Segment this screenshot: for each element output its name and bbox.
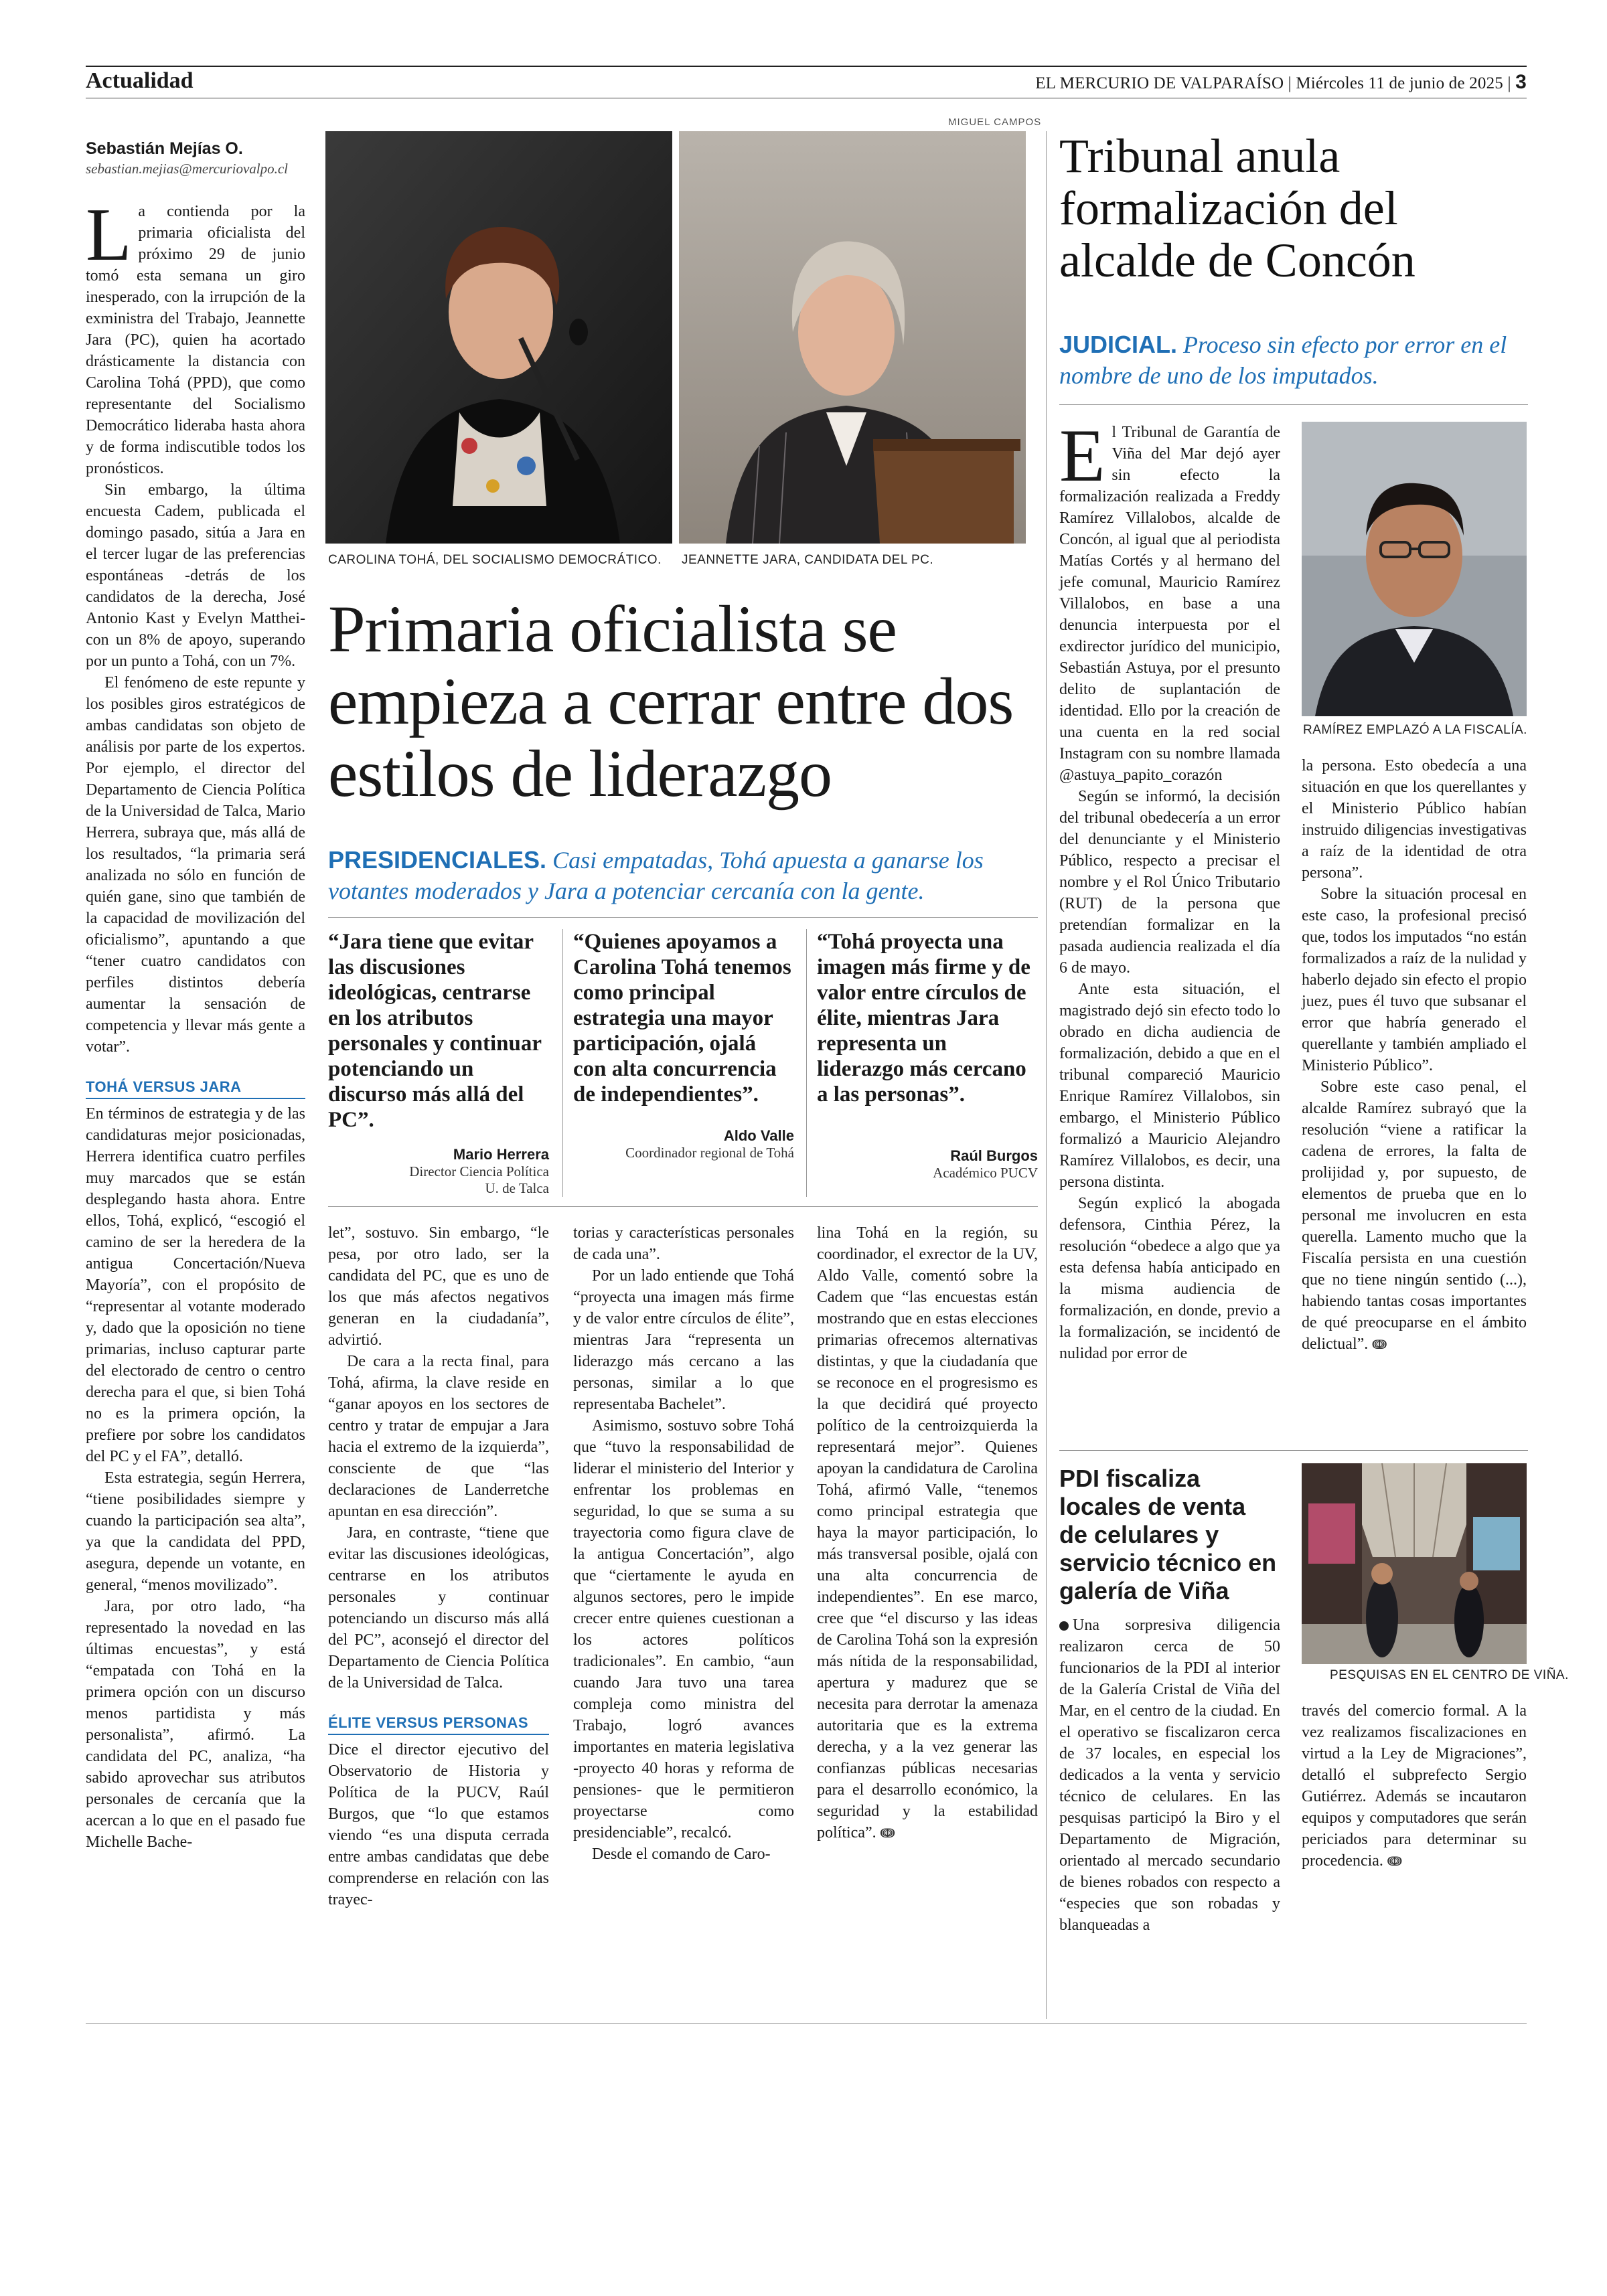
photo-galeria-image [1302, 1463, 1527, 1664]
paragraph: Jara, por otro lado, “ha representado la novedad en las últimas encuestas”, y está “empatada con Tohá en la primera opción con un discurso menos partidista y más personalista”, afirmó. La candidata del PC, analiza, “ha sabido aprovechar sus atributos personales de cercanía que la acercan a lo que en el pasado fue Michelle Bache- [86, 1598, 305, 1851]
photo-caption: RAMÍREZ EMPLAZÓ A LA FISCALÍA. [1303, 723, 1527, 737]
pdi-headline: PDI fiscaliza locales de venta de celulares y servicio técnico en galería de Viña [1059, 1465, 1277, 1605]
photo-caption: CAROLINA TOHÁ, DEL SOCIALISMO DEMOCRÁTICO. [328, 553, 662, 567]
end-mark-icon: ↈ [1372, 1336, 1387, 1352]
photo-jara [679, 131, 1026, 544]
pdi-column-1 [1059, 1615, 1280, 1936]
paragraph: l Tribunal de Garantía de Viña del Mar dejó ayer sin efecto la formalización realizada a Freddy Ramírez Villalobos, alcalde de Concón, al igual que al periodista Matías Cortés y al hermano del jefe comunal, Mauricio Ramírez Villalobos, en base a una denuncia interpuesta por el exdirector jurídico del municipio, Sebastián Astuya, por el presunto delito de suplantación de identidad. Ello por la creación de una cuenta en la red social Instagram con su nombre llamada @astuya_papito_corazón [1059, 424, 1280, 784]
byline-email[interactable]: sebastian.mejias@mercuriovalpo.cl [86, 161, 288, 177]
quote-role: U. de Talca [485, 1180, 549, 1196]
paragraph: Asimismo, sostuvo sobre Tohá que “tuvo la responsabilidad de liderar el ministerio del Interior y enfrentar los problemas en seguridad, lo que se suma a su trayectoria como figura clave de la antigua Concertación”, algo que “ciertamente le ayuda en algunos sectores, pero le impide crecer entre quienes cuestionan a los actores políticos tradicionales”. En cambio, “aun cuando Jara tuvo una tarea compleja como ministra del Trabajo, logró avances importantes en materia legislativa -proyecto 40 horas y reforma de pensiones- que le permitieron proyectarse como presidenciable”, recalcó. [573, 1417, 794, 1841]
quote-role: Académico PUCV [933, 1165, 1038, 1181]
paragraph: a contienda por la primaria oficialista del próximo 29 de junio tomó esta semana un giro inesperado, con la irrupción de la exministra del Trabajo, Jeannette Jara (PC), quien ha acortado drásticamente la distancia con Carolina Tohá (PPD), que como representante del Socialismo Democrático lideraba hasta ahora y de forma indiscutible todos los pronósticos. [86, 203, 305, 477]
photo-jara-image [679, 131, 1026, 544]
kicker-text: Casi empatadas, Tohá apuesta a ganarse los votantes moderados y Jara a potenciar cercanía con la gente. [328, 847, 984, 904]
quote-author: Raúl Burgos [950, 1147, 1038, 1164]
paragraph: Una sorpresiva diligencia realizaron cerca de 50 funcionarios de la PDI al interior de la Galería Cristal de Viña del Mar, en el centro de la ciudad. En el operativo se fiscalizaron cerca de 37 locales, en especial los dedicados a la venta y servicio técnico de celulares. En las pesquisas participó la Biro y el Departamento de Migración, orientado al mercado secundario de bienes robados con respecto a “especies que son robadas y blanqueadas a [1059, 1617, 1280, 1934]
photo-galeria [1302, 1463, 1527, 1664]
paragraph: Sin embargo, la última encuesta Cadem, publicada el domingo pasado, sitúa a Jara en el tercer lugar de las preferencias espontáneas -detrás de los candidatos de la derecha, José Antonio Kast y Evelyn Matthei- con un 8% de apoyo, superando por un punto a Tohá, con un 7%. [86, 481, 305, 670]
paragraph: Esta estrategia, según Herrera, “tiene posibilidades siempre y cuando la participación sea alta”, ya que la candidata del PPD, asegura, depende un votante, en general, “menos movilizado”. [86, 1469, 305, 1594]
page-number: 3 [1515, 71, 1527, 93]
section-title: Actualidad [86, 68, 194, 93]
bullet-icon [1059, 1621, 1069, 1631]
photo-ramirez [1302, 422, 1527, 716]
paragraph: El fenómeno de este repunte y los posibles giros estratégicos de ambas candidatas son objeto de análisis por parte de los expertos. Por ejemplo, el director del Departamento de Ciencia Política de la Universidad de Talca, Mario Herrera, subraya que, más allá de los resultados, “la primaria será analizada no sólo en función de quién gane, sino que también de la capacidad de movilización del oficialismo”, apuntando a que “tener cuatro candidatos con perfiles distintos debería aumentar la sensación de competencia y llevar más gente a votar”. [86, 674, 305, 1056]
main-article-column-4 [817, 1222, 1038, 1843]
paragraph: Ante esta situación, el magistrado dejó sin efecto todo lo obrado en dicha audiencia de formalización, debido a que en el tribunal compareció Mauricio Enrique Ramírez Villalobos, sin embargo, el Ministerio Público formalizó a Mauricio Alejandro Ramírez Villalobos, es decir, una persona distinta. [1059, 981, 1280, 1191]
photo-caption: JEANNETTE JARA, CANDIDATA DEL PC. [682, 553, 934, 567]
main-article-column-3 [573, 1222, 794, 1865]
pdi-column-2 [1302, 1700, 1527, 1872]
main-headline: Primaria oficialista se empieza a cerrar entre dos estilos de liderazgo [328, 592, 1014, 811]
subhead: TOHÁ VERSUS JARA [86, 1076, 305, 1099]
photo-credit: MIGUEL CAMPOS [948, 116, 1042, 128]
footer-rule [86, 2023, 1527, 2024]
photo-toha-image [325, 131, 672, 544]
paragraph: Según explicó la abogada defensora, Cinthia Pérez, la resolución “obedece a algo que ya esta defensa había anticipado en la misma audiencia de formalización, en donde, previo a la formalización, se incidentó de nulidad por error de [1059, 1195, 1280, 1362]
paragraph: Según se informó, la decisión del tribunal obedecería a un error del denunciante y el Ministerio Público, respecto a precisar el nombre y el Rol Único Tributario (RUT) de la persona que pretendían formalizar en la pasada audiencia realizada el día 6 de mayo. [1059, 788, 1280, 977]
divider [1059, 404, 1528, 405]
quote-role: Director Ciencia Política [409, 1163, 549, 1179]
kicker-text: Proceso sin efecto por error en el nombre de uno de los imputados. [1059, 331, 1507, 389]
paragraph: De cara a la recta final, para Tohá, afirma, la clave reside en “ganar apoyos en los sectores de centro y tratar de empujar a Jara hacia el extremo de la izquierda”, consciente de que “las declaraciones de Landerretche apuntan en esa dirección”. [328, 1353, 549, 1520]
kicker-label: PRESIDENCIALES. [328, 846, 547, 874]
divider [562, 929, 563, 1197]
end-mark-icon: ↈ [1387, 1853, 1402, 1869]
quote-role: Coordinador regional de Tohá [625, 1145, 794, 1161]
divider [328, 917, 1038, 918]
tribunal-column-2 [1302, 755, 1527, 1355]
pull-quote-burgos [817, 929, 1038, 1181]
quote-text: “Jara tiene que evitar las discusiones ideológicas, centrarse en los atributos personales y continuar potenciando un discurso más allá del PC”. [328, 930, 542, 1132]
paragraph: Desde el comando de Caro- [592, 1846, 771, 1863]
header-rule-top [86, 66, 1527, 67]
divider [328, 1206, 1038, 1207]
kicker-label: JUDICIAL. [1059, 331, 1178, 358]
column-divider [1046, 131, 1047, 2019]
end-mark-icon: ↈ [880, 1825, 895, 1841]
paragraph: Sobre este caso penal, el alcalde Ramírez subrayó que la resolución “viene a ratificar la cadena de errores, la falta de prolijidad y, por supuesto, de elementos de prueba que en lo personal me involucren en esta querella. Lamento mucho que la Fiscalía persista en una cuestión que no tiene ningún sentido (...), habiendo tantas cosas importantes de qué preocuparse en el ámbito delictual”. [1302, 1078, 1527, 1353]
dropcap: E [1059, 414, 1105, 497]
paragraph: Jara, en contraste, “tiene que evitar las discusiones ideológicas, centrarse en los atributos personales y continuar potenciando un discurso más allá del PC”, aconsejó el director del Departamento de Ciencia Política de la Universidad de Talca. [328, 1524, 549, 1692]
masthead: EL MERCURIO DE VALPARAÍSO | Miércoles 11 de junio de 2025 | 3 [1035, 71, 1527, 93]
subhead: ÉLITE VERSUS PERSONAS [328, 1712, 549, 1735]
tribunal-column-1 [1059, 414, 1280, 1364]
paragraph: let”, sostuvo. Sin embargo, “le pesa, por otro lado, ser la candidata del PC, que es uno de los que más afectos negativos generan en la ciudadanía”, advirtió. [328, 1224, 549, 1349]
paragraph: través del comercio formal. A la vez realizamos fiscalizaciones en virtud a la Ley de Migraciones”, detalló el subprefecto Sergio Gutiérrez. Además se incautaron equipos y computadores que serán periciados para determinar su procedencia. [1302, 1702, 1527, 1870]
paragraph: Dice el director ejecutivo del Observatorio de Historia y Política de la PUCV, Raúl Burgos, que “lo que estamos viendo “es una disputa cerrada entre ambas candidatas que debe comprenderse en relación con las trayec- [328, 1741, 549, 1908]
paragraph: la persona. Esto obedecía a una situación en que los querellantes y el Ministerio Público habían instruido diligencias investigativas a raíz de la identidad de otra persona”. [1302, 757, 1527, 882]
main-kicker [328, 845, 1045, 906]
paragraph: Sobre la situación procesal en este caso, la profesional precisó que, todos los imputados “no están formalizados a raíz de la nulidad y haberlo dejado sin efecto el propio juez, pues él tuvo que subsanar el error que habría generado el querellante y también ampliado el Ministerio Público”. [1302, 886, 1527, 1074]
tribunal-headline: Tribunal anula formalización del alcalde de Concón [1059, 129, 1415, 287]
quote-author: Aldo Valle [723, 1127, 794, 1144]
quote-text: “Tohá proyecta una imagen más firme y de valor entre círculos de élite, mientras Jara representa un liderazgo más cercano a las personas”. [817, 930, 1030, 1106]
quote-author: Mario Herrera [453, 1146, 549, 1163]
quote-text: “Quienes apoyamos a Carolina Tohá tenemos como principal estrategia una mayor participación, ojalá con alta concurrencia de independientes”. [573, 930, 791, 1106]
photo-caption: PESQUISAS EN EL CENTRO DE VIÑA. [1330, 1668, 1569, 1682]
publication-name: EL MERCURIO DE VALPARAÍSO [1035, 74, 1284, 92]
paragraph: torias y características personales de cada una”. [573, 1224, 794, 1263]
divider [806, 929, 807, 1197]
tribunal-kicker [1059, 329, 1528, 391]
main-article-column-1 [86, 193, 305, 1853]
paragraph: En términos de estrategia y de las candidaturas mejor posicionadas, Herrera identifica cuatro perfiles muy marcados que se están desplegando hasta ahora. Entre ellos, Tohá, explicó, “escogió el camino de ser la heredera de la antigua Concertación/Nueva Mayoría”, con el propósito de “representar al votante moderado y, dado que la oposición no tiene primarias, incluso capturar parte del electorado de centro o centro derecha para el que, si bien Tohá no es la primera opción, la prefiere por sobre los candidatos del PC y el FA”, detalló. [86, 1105, 305, 1465]
dropcap: L [86, 193, 132, 276]
main-article-column-2 [328, 1222, 549, 1910]
paragraph: lina Tohá en la región, su coordinador, el exrector de la UV, Aldo Valle, comentó sobre la Cadem que “las encuestas están mostrando que en estas elecciones primarias ofrecemos alternativas distintas, y que la ciudadanía que se reconoce en el progresismo es la que decidirá qué proyecto político de la centroizquierda la representará mejor”. Quienes apoyan la candidatura de Carolina Tohá, afirmó Valle, “tenemos como principal estrategia que haya la mayor participación, lo más transversal posible, ojalá con una alta concurrencia de independientes”. En ese marco, cree que “el discurso y las ideas de Carolina Tohá son la expresión más nítida de la responsabilidad, apertura y madurez que se necesita para derrotar la amenaza autoritaria que es la extrema derecha, y a la vez generar las confianzas públicas necesarias para el desarrollo económico, la seguridad y la estabilidad política”. [817, 1224, 1038, 1841]
photo-ramirez-image [1302, 422, 1527, 716]
issue-date: Miércoles 11 de junio de 2025 [1296, 74, 1503, 92]
pull-quote-valle [573, 929, 794, 1161]
paragraph: Por un lado entiende que Tohá “proyecta una imagen más firme y de valor entre círculos de élite”, mientras Jara “representa un liderazgo más cercano a las personas, similar a lo que representaba Bachelet”. [573, 1267, 794, 1413]
byline-author: Sebastián Mejías O. [86, 139, 243, 158]
photo-toha [325, 131, 672, 544]
pull-quote-herrera [328, 929, 549, 1197]
divider [1059, 1450, 1528, 1451]
